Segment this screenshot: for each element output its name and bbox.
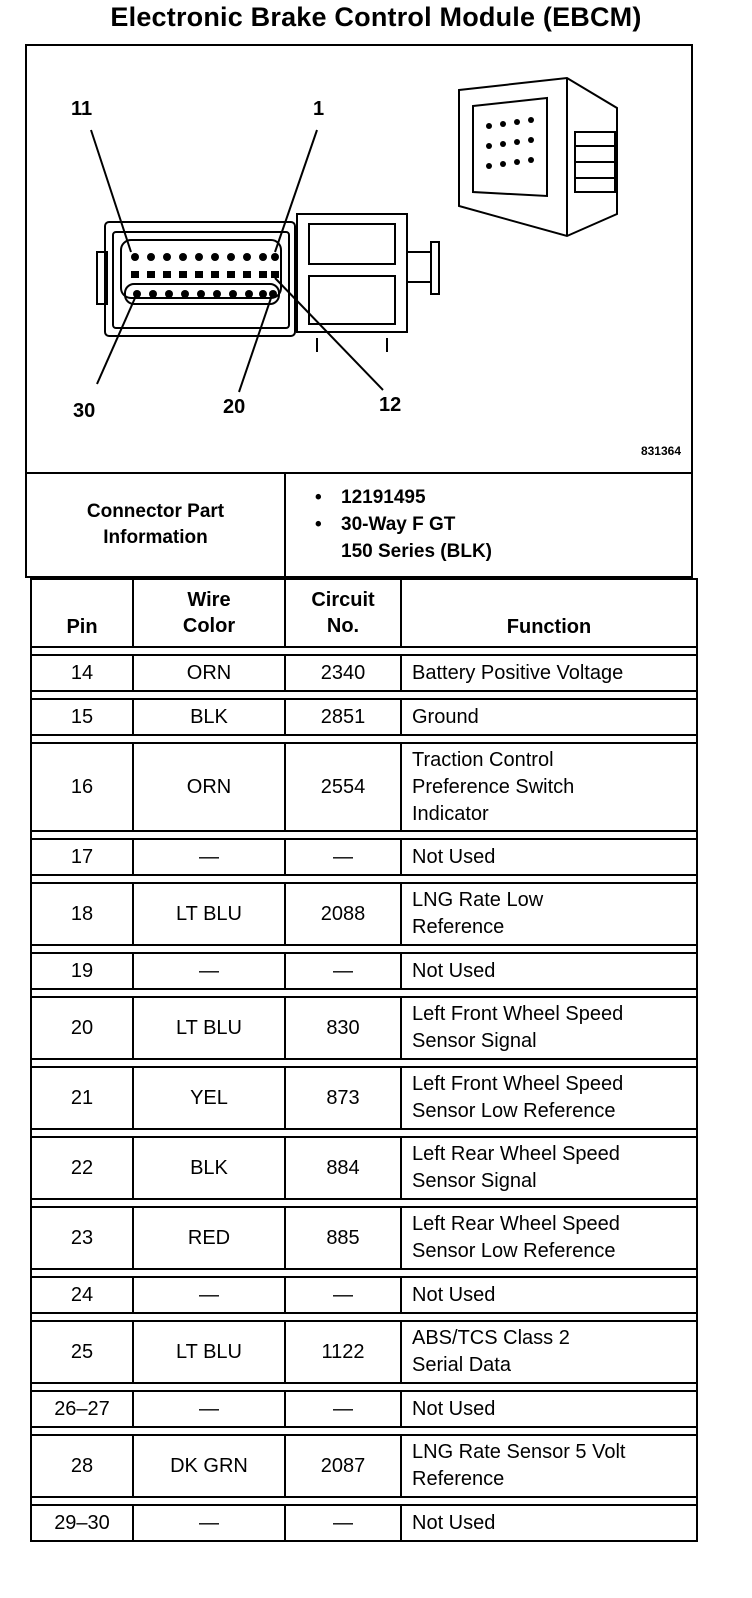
cell-circuit: 2340 xyxy=(285,655,401,691)
cell-pin: 23 xyxy=(31,1207,133,1269)
function-line: Left Front Wheel Speed xyxy=(412,1073,624,1095)
table-row xyxy=(31,953,697,989)
row-separator xyxy=(31,945,697,953)
cell-circuit: 1122 xyxy=(285,1321,401,1383)
connector-figure xyxy=(25,44,693,474)
cell-function xyxy=(401,883,697,945)
cell-wire-color: BLK xyxy=(133,1137,285,1199)
cell-function xyxy=(401,1137,697,1199)
cell-wire-color: — xyxy=(133,1391,285,1427)
cell-pin: 24 xyxy=(31,1277,133,1313)
cell-circuit: — xyxy=(285,1277,401,1313)
row-separator-cell xyxy=(31,1269,697,1277)
row-separator xyxy=(31,831,697,839)
function-line: Sensor Low Reference xyxy=(412,1240,616,1262)
table-row xyxy=(31,839,697,875)
row-separator-cell xyxy=(31,875,697,883)
connector-series: 150 Series (BLK) xyxy=(341,541,493,562)
row-separator-cell xyxy=(31,647,697,655)
table-row xyxy=(31,743,697,831)
row-separator xyxy=(31,691,697,699)
table-row xyxy=(31,1435,697,1497)
page-title: Electronic Brake Control Module (EBCM) xyxy=(110,2,642,32)
row-separator xyxy=(31,1269,697,1277)
header-circuit xyxy=(285,579,401,647)
connector-label-line2: Information xyxy=(103,527,208,548)
cell-pin: 25 xyxy=(31,1321,133,1383)
cell-pin: 18 xyxy=(31,883,133,945)
function-line: Left Rear Wheel Speed xyxy=(412,1213,620,1235)
cell-wire-color: LT BLU xyxy=(133,1321,285,1383)
header-circuit-line2: No. xyxy=(326,615,360,637)
cell-wire-color: ORN xyxy=(133,655,285,691)
function-line: Not Used xyxy=(412,959,496,982)
part-number: 12191495 xyxy=(341,487,426,508)
function-line: Ground xyxy=(412,705,479,728)
cell-pin: 26–27 xyxy=(31,1391,133,1427)
cell-function xyxy=(401,1435,697,1497)
row-separator xyxy=(31,1059,697,1067)
function-line: Preference Switch xyxy=(412,775,575,798)
table-row xyxy=(31,1505,697,1541)
connector-part-label xyxy=(27,474,286,576)
row-separator xyxy=(31,1313,697,1321)
cell-wire-color: YEL xyxy=(133,1067,285,1129)
table-header-row xyxy=(31,579,697,647)
cell-function xyxy=(401,1067,697,1129)
header-circuit-line1: Circuit xyxy=(311,589,375,611)
table-row xyxy=(31,1207,697,1269)
cell-pin: 28 xyxy=(31,1435,133,1497)
cell-circuit: 830 xyxy=(285,997,401,1059)
cell-circuit: 2554 xyxy=(285,743,401,831)
table-row xyxy=(31,699,697,735)
cell-wire-color: DK GRN xyxy=(133,1435,285,1497)
cell-wire-color: LT BLU xyxy=(133,997,285,1059)
bullet-icon: • xyxy=(315,514,322,535)
connector-part-values xyxy=(297,484,687,565)
function-line: Serial Data xyxy=(412,1354,511,1376)
table-row xyxy=(31,1391,697,1427)
cell-wire-color: LT BLU xyxy=(133,883,285,945)
function-line: Not Used xyxy=(412,845,496,868)
cell-function xyxy=(401,743,697,831)
row-separator-cell xyxy=(31,1427,697,1435)
row-separator-cell xyxy=(31,1059,697,1067)
table-row xyxy=(31,1277,697,1313)
cell-pin: 16 xyxy=(31,743,133,831)
function-line: Traction Control xyxy=(412,748,554,771)
function-line: LNG Rate Sensor 5 Volt xyxy=(412,1441,626,1463)
connector-drawing xyxy=(27,46,691,472)
cell-wire-color: — xyxy=(133,839,285,875)
function-line: Left Rear Wheel Speed xyxy=(412,1143,620,1165)
function-line: Not Used xyxy=(412,1283,496,1306)
header-wire-color-line1: Wire xyxy=(187,589,231,611)
function-line: Indicator xyxy=(412,802,489,825)
cell-pin: 17 xyxy=(31,839,133,875)
row-separator xyxy=(31,1199,697,1207)
cell-function xyxy=(401,839,697,875)
row-separator-cell xyxy=(31,691,697,699)
header-function: Function xyxy=(401,579,697,647)
pin-label-12: 12 xyxy=(379,394,402,416)
row-separator xyxy=(31,1383,697,1391)
row-separator-cell xyxy=(31,1313,697,1321)
cell-function xyxy=(401,953,697,989)
cell-function xyxy=(401,1207,697,1269)
function-line: Not Used xyxy=(412,1397,496,1420)
cell-function xyxy=(401,1277,697,1313)
table-row xyxy=(31,655,697,691)
row-separator xyxy=(31,1497,697,1505)
function-line: Sensor Signal xyxy=(412,1170,537,1192)
table-row xyxy=(31,997,697,1059)
function-line: Sensor Signal xyxy=(412,1030,537,1052)
row-separator xyxy=(31,1427,697,1435)
header-pin: Pin xyxy=(31,579,133,647)
function-line: ABS/TCS Class 2 xyxy=(412,1327,570,1349)
cell-pin: 20 xyxy=(31,997,133,1059)
cell-circuit: 885 xyxy=(285,1207,401,1269)
bullet-icon: • xyxy=(315,487,322,508)
cell-pin: 19 xyxy=(31,953,133,989)
row-separator-cell xyxy=(31,945,697,953)
connector-label-line1: Connector Part xyxy=(86,501,225,522)
cell-circuit: 873 xyxy=(285,1067,401,1129)
row-separator xyxy=(31,875,697,883)
function-line: Reference xyxy=(412,1468,505,1490)
function-line: Not Used xyxy=(412,1511,496,1534)
pin-label-11: 11 xyxy=(71,98,93,120)
cell-wire-color: — xyxy=(133,1505,285,1541)
cell-function xyxy=(401,997,697,1059)
row-separator-cell xyxy=(31,735,697,743)
table-row xyxy=(31,883,697,945)
row-separator-cell xyxy=(31,1129,697,1137)
figure-id: 831364 xyxy=(640,444,681,458)
row-separator-cell xyxy=(31,1199,697,1207)
function-line: Left Front Wheel Speed xyxy=(412,1003,624,1025)
table-row xyxy=(31,1067,697,1129)
cell-wire-color: — xyxy=(133,953,285,989)
header-wire-color-line2: Color xyxy=(182,615,236,637)
cell-circuit: 2088 xyxy=(285,883,401,945)
row-separator xyxy=(31,989,697,997)
cell-circuit: — xyxy=(285,953,401,989)
pin-label-30: 30 xyxy=(73,400,96,422)
table-row xyxy=(31,1137,697,1199)
cell-circuit: 884 xyxy=(285,1137,401,1199)
pin-label-1: 1 xyxy=(313,98,325,120)
cell-function xyxy=(401,655,697,691)
table-row xyxy=(31,1321,697,1383)
header-wire-color xyxy=(133,579,285,647)
cell-function xyxy=(401,699,697,735)
function-line: Sensor Low Reference xyxy=(412,1100,616,1122)
row-separator-cell xyxy=(31,1497,697,1505)
connector-part-information xyxy=(25,474,693,578)
row-separator-cell xyxy=(31,989,697,997)
cell-function xyxy=(401,1391,697,1427)
cell-circuit: — xyxy=(285,1505,401,1541)
cell-circuit: 2851 xyxy=(285,699,401,735)
row-separator xyxy=(31,1129,697,1137)
cell-pin: 29–30 xyxy=(31,1505,133,1541)
cell-pin: 15 xyxy=(31,699,133,735)
cell-pin: 22 xyxy=(31,1137,133,1199)
cell-function xyxy=(401,1505,697,1541)
cell-wire-color: RED xyxy=(133,1207,285,1269)
cell-circuit: — xyxy=(285,839,401,875)
cell-wire-color: — xyxy=(133,1277,285,1313)
function-line: LNG Rate Low xyxy=(412,889,544,911)
cell-circuit: — xyxy=(285,1391,401,1427)
function-line: Battery Positive Voltage xyxy=(412,661,624,684)
row-separator-cell xyxy=(31,1383,697,1391)
cell-wire-color: ORN xyxy=(133,743,285,831)
cell-pin: 21 xyxy=(31,1067,133,1129)
function-line: Reference xyxy=(412,916,505,938)
connector-type: 30-Way F GT xyxy=(341,514,456,535)
pin-table xyxy=(30,578,698,1542)
cell-pin: 14 xyxy=(31,655,133,691)
row-separator xyxy=(31,647,697,655)
cell-wire-color: BLK xyxy=(133,699,285,735)
row-separator xyxy=(31,735,697,743)
row-separator-cell xyxy=(31,831,697,839)
cell-circuit: 2087 xyxy=(285,1435,401,1497)
cell-function xyxy=(401,1321,697,1383)
pin-label-20: 20 xyxy=(223,396,246,418)
